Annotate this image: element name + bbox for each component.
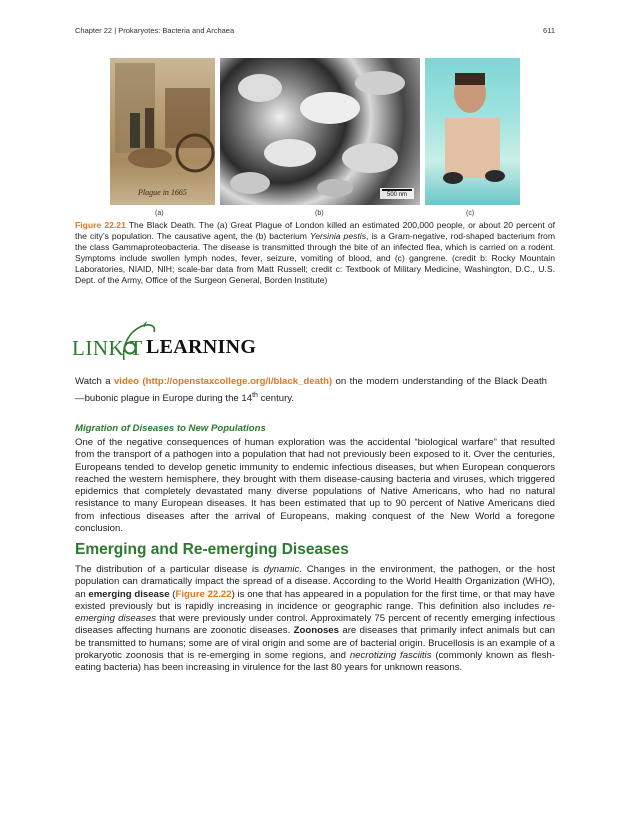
scale-bar-label: 500 nm — [386, 192, 407, 198]
link-to-learning-text — [75, 375, 547, 406]
italic-term: re-emerging diseases — [75, 600, 555, 625]
paragraph-emerging — [75, 564, 555, 675]
figure-22-21 — [110, 58, 520, 205]
logo-link-word: LINK T — [72, 336, 143, 360]
panel-label-b: (b) — [315, 210, 324, 217]
illustration-art — [110, 58, 215, 205]
page-number: 611 — [543, 26, 555, 35]
page-header — [75, 26, 555, 35]
text: that were previously under control. Approximately 75 percent of recently emerging infectious diseases affecting humans are zoonotic diseases. — [75, 613, 556, 637]
paragraph-migration: One of the negative consequences of human exploration was the accidental “biological warfare” that resulted from the transport of a pathogen into a population that had not previously been exposed to it. Over the centuries, Europeans tended to develop genetic immunity to endemic infectious diseases, but when European conquerors reached the western hemisphere, they brought with them disease-causing bacteria and viruses, which triggered epidemics that completely devastated many diverse populations of Native Americans, who had no natural resistance to many European diseases. It has been estimated that up to 90 percent of Native Americans died from infectious diseases after the arrival of Europeans, making conquest of the New World a foregone conclusion. — [75, 437, 555, 535]
text: The distribution of a particular disease is — [75, 564, 264, 575]
key-term: emerging disease — [88, 588, 170, 600]
section-heading-migration: Migration of Diseases to New Populations — [75, 423, 266, 434]
micrograph-art — [220, 58, 420, 205]
watch-text: Watch a — [75, 376, 114, 387]
link-to-learning-logo — [72, 318, 257, 368]
watch-text-end: century. — [257, 393, 295, 405]
caption-text-cont: , is a Gram-negative, rod-shaped bacterium from the class Gammaproteobacteria. The disease is transmitted through the bite of an infected flea, which is carried on a rodent. Symptoms include swollen lymph nodes, fever, seizure, vomiting of blood, and (c) gangrene. (credit b: Rocky Mountain Laboratories, NIAID, NIH; scale-bar data from Matt Russell; credit c: Textbook of Military Medicine, Washington, D.C., U.S. Dept. of the Army, Office of the Surgeon General, Borden Institute) — [75, 231, 555, 285]
illustration-inscription: Plague in 1665 — [138, 188, 187, 197]
yersinia-micrograph — [220, 58, 420, 205]
watch-text-cont: on the modern understanding of the Black Death—bubonic plague in Europe during the 14 — [75, 376, 548, 405]
panel-label-c: (c) — [466, 210, 475, 217]
scale-bar — [380, 188, 414, 199]
text: ( — [169, 588, 176, 600]
italic-term: dynamic — [263, 564, 300, 575]
great-plague-illustration — [110, 58, 215, 205]
panel-label-a: (a) — [155, 210, 164, 217]
figure-label: Figure 22.21 — [75, 220, 126, 230]
figure-caption — [75, 220, 555, 286]
section-heading-emerging: Emerging and Re-emerging Diseases — [75, 541, 349, 558]
text: are diseases that primarily infect animals but can be transmitted to humans; some are of viral origin and some are of bacterial origin. Brucellosis is an example of a prokaryotic zoonosis that is re-emerging in some regions, and — [75, 625, 556, 662]
chapter-title: Chapter 22 | Prokaryotes: Bacteria and Archaea — [75, 26, 235, 35]
ordinal-sup: th — [252, 392, 258, 399]
photo-art — [425, 58, 520, 205]
key-term: Zoonoses — [293, 625, 339, 637]
caption-text: The Black Death. The (a) Great Plague of London killed an estimated 200,000 people, or about 20 percent of the city’s population. The causative agent, the (b) bacterium — [75, 220, 555, 241]
logo-learning-word: LEARNING — [146, 336, 257, 358]
text: . Changes in the environment, the pathogen, or the host population can dramatically impact the spread of a disease. According to the World Health Organization (WHO), an — [75, 564, 556, 600]
video-link[interactable]: video (http://openstaxcollege.org/l/black_death) — [113, 376, 333, 387]
gangrene-patient-photo — [425, 58, 520, 205]
caption-species: Yersinia pestis — [309, 231, 366, 241]
italic-term: necrotizing fasciitis — [349, 650, 432, 662]
text: ) is one that has appeared in a population for the first time, or that may have existed previously but is rapidly increasing in incidence or geographic range. This definition also includes — [75, 588, 555, 612]
figure-reference-link[interactable]: Figure 22.22 — [175, 588, 232, 600]
text: (commonly known as flesh-eating bacteria) has been increasing in virulence for the last 80 years for unknown reasons. — [75, 650, 555, 674]
